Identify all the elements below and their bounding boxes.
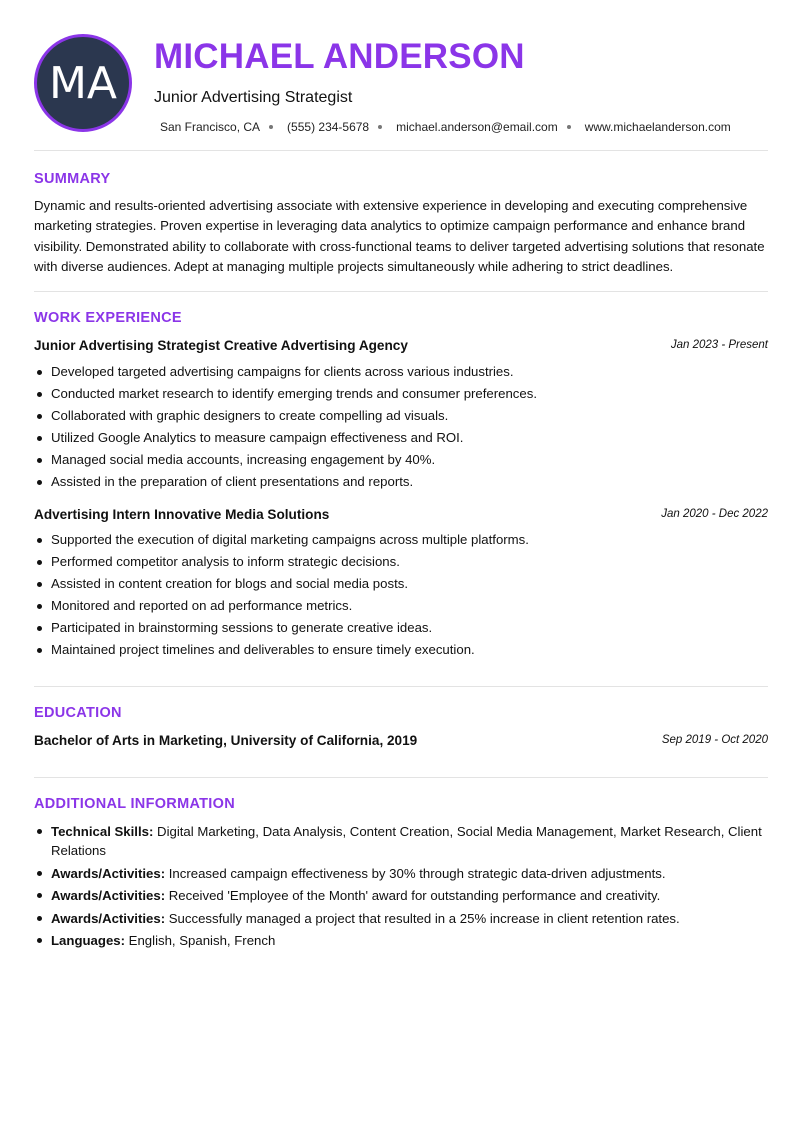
list-item: Assisted in content creation for blogs and social media posts. — [34, 573, 768, 595]
list-item — [34, 822, 768, 860]
item-text: Successfully managed a project that resulted in a 25% increase in client retention rates. — [165, 910, 680, 926]
item-label: Awards/Activities: — [51, 865, 166, 881]
contact-info — [160, 120, 731, 134]
education-degree: Bachelor of Arts in Marketing, University of California, 2019 — [34, 733, 418, 748]
job-date: Jan 2020 - Dec 2022 — [661, 508, 768, 520]
candidate-name: MICHAEL ANDERSON — [154, 37, 525, 76]
work-experience-heading: WORK EXPERIENCE — [34, 310, 182, 326]
education-heading: EDUCATION — [34, 705, 122, 721]
list-item — [34, 864, 768, 883]
candidate-role: Junior Advertising Strategist — [154, 89, 353, 106]
item-label: Awards/Activities: — [51, 888, 166, 903]
job-header — [34, 507, 768, 525]
job-header — [34, 338, 768, 356]
contact-website[interactable]: www.michaelanderson.com — [584, 120, 731, 134]
separator-dot — [269, 125, 273, 129]
list-item: Managed social media accounts, increasing engagement by 40%. — [34, 449, 768, 471]
list-item: Maintained project timelines and deliverables to ensure timely execution. — [34, 639, 768, 661]
job-title: Junior Advertising Strategist Creative Advertising Agency — [34, 338, 408, 353]
summary-heading: SUMMARY — [34, 171, 111, 187]
item-text: Increased campaign effectiveness by 30% through strategic data-driven adjustments. — [165, 865, 666, 881]
contact-location: San Francisco, CA — [160, 120, 261, 134]
separator-dot — [378, 125, 382, 129]
divider — [34, 686, 768, 687]
list-item: Conducted market research to identify emerging trends and consumer preferences. — [34, 383, 768, 405]
list-item: Assisted in the preparation of client presentations and reports. — [34, 471, 768, 493]
item-text: English, Spanish, French — [125, 933, 276, 948]
list-item: Performed competitor analysis to inform strategic decisions. — [34, 551, 768, 573]
item-label: Technical Skills: — [51, 824, 154, 839]
job-date: Jan 2023 - Present — [670, 339, 768, 351]
divider — [34, 777, 768, 778]
list-item: Utilized Google Analytics to measure campaign effectiveness and ROI. — [34, 427, 768, 449]
list-item: Collaborated with graphic designers to create compelling ad visuals. — [34, 405, 768, 427]
item-label: Languages: — [51, 933, 126, 948]
job-bullet-list — [34, 529, 768, 661]
list-item — [34, 909, 768, 928]
education-entry — [34, 733, 768, 751]
item-text: Received 'Employee of the Month' award for outstanding performance and creativity. — [165, 888, 661, 903]
avatar — [34, 34, 132, 132]
additional-info-list — [34, 822, 768, 954]
separator-dot — [567, 125, 571, 129]
summary-text: Dynamic and results-oriented advertising associate with extensive experience in developing and executing comprehensive marketing strategies. Proven expertise in leveraging data analytics to optimize campaign performance and enhance brand visibility. Demonstrated ability to collaborate with cross-functional teams to deliver targeted advertising solutions that resonate with diverse audiences. Adept at managing multiple projects simultaneously while adhering to strict deadlines. — [34, 198, 765, 275]
list-item: Monitored and reported on ad performance metrics. — [34, 595, 768, 617]
additional-info-heading: ADDITIONAL INFORMATION — [34, 796, 235, 812]
list-item — [34, 886, 768, 905]
resume-header — [34, 34, 768, 138]
list-item: Supported the execution of digital marketing campaigns across multiple platforms. — [34, 529, 768, 551]
list-item — [34, 931, 768, 950]
job-bullet-list — [34, 361, 768, 493]
divider — [34, 150, 768, 151]
list-item: Participated in brainstorming sessions to generate creative ideas. — [34, 617, 768, 639]
item-text: Digital Marketing, Data Analysis, Content Creation, Social Media Management, Market Research, Client Relations — [51, 824, 762, 858]
list-item: Developed targeted advertising campaigns for clients across various industries. — [34, 361, 768, 383]
job-title: Advertising Intern Innovative Media Solutions — [34, 507, 330, 522]
avatar-initials: MA — [48, 57, 118, 109]
contact-phone: (555) 234-5678 — [287, 120, 370, 134]
item-label: Awards/Activities: — [51, 910, 166, 926]
contact-email[interactable]: michael.anderson@email.com — [396, 120, 558, 134]
education-date: Sep 2019 - Oct 2020 — [661, 734, 768, 746]
divider — [34, 291, 768, 292]
